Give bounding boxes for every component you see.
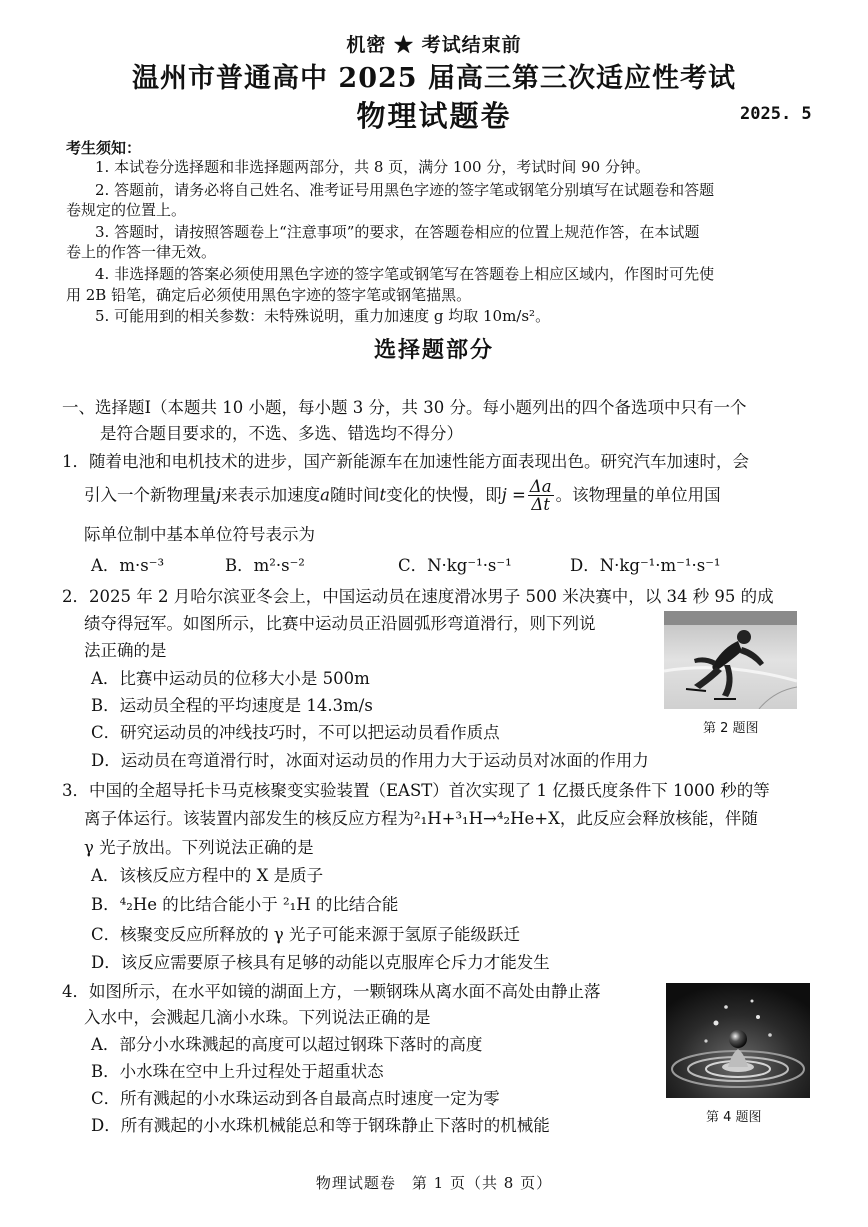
q1-line2	[84, 478, 721, 514]
q1-text-e: 随时间	[329, 485, 380, 505]
confidential-label: 机密 ★ 考试结束前	[346, 34, 522, 56]
q1-symbol-t: t	[379, 485, 387, 505]
notice-item-5: 5. 可能用到的相关参数：未特殊说明，重力加速度 g 均取 10m/s²。	[95, 307, 551, 325]
q2-option-c: C．研究运动员的冲线技巧时，不可以把运动员看作质点	[91, 723, 500, 742]
q4-option-a: A．部分小水珠溅起的高度可以超过钢珠下落时的高度	[91, 1035, 483, 1054]
q2-line2: 绩夺得冠军。如图所示，比赛中运动员正沿圆弧形弯道滑行，则下列说	[84, 614, 596, 633]
q1-fraction-numerator: Δa	[529, 477, 552, 496]
q4-option-c: C．所有溅起的小水珠运动到各自最高点时速度一定为零	[91, 1089, 500, 1108]
notice-heading: 考生须知：	[66, 139, 142, 157]
q1-line3: 际单位制中基本单位符号表示为	[84, 525, 315, 544]
q3-text-a: 离子体运行。该装置内部发生的核反应方程为	[84, 809, 414, 828]
q1-fraction-denominator: Δt	[531, 495, 550, 515]
exam-date: 2025. 5	[740, 104, 812, 124]
q1-text-c: 来表示加速度	[221, 485, 321, 505]
q4-figure-caption: 第 4 题图	[706, 1110, 762, 1125]
q1-symbol-a: a	[320, 485, 330, 505]
q3-option-d: D．该反应需要原子核具有足够的动能以克服库仑斥力才能发生	[91, 953, 550, 972]
q4-line2: 入水中，会溅起几滴小水珠。下列说法正确的是	[84, 1008, 431, 1027]
q1-option-a: A．m·s⁻³	[91, 556, 165, 575]
q2-line3: 法正确的是	[84, 641, 167, 660]
notice-item-3: 3. 答题时，请按照答题卷上“注意事项”的要求，在答题卷相应的位置上规范作答，在本试题	[95, 223, 700, 241]
notice-item-4: 4. 非选择题的答案必须使用黑色字迹的签字笔或钢笔写在答题卷上相应区域内，作图时可先使	[95, 265, 715, 283]
exam-title: 温州市普通高中 2025 届高三第三次适应性考试	[132, 63, 736, 94]
notice-item-2-cont: 卷规定的位置上。	[66, 201, 187, 219]
section-intro-line1: 一、选择题Ⅰ（本题共 10 小题，每小题 3 分，共 30 分。每小题列出的四个备选项中只有一个	[62, 398, 747, 417]
q3-line3: γ 光子放出。下列说法正确的是	[84, 838, 314, 857]
q3-option-c: C．核聚变反应所释放的 γ 光子可能来源于氢原子能级跃迁	[91, 925, 520, 944]
paper-title: 物理试题卷	[356, 99, 512, 133]
q2-skater-figure	[664, 611, 797, 709]
q1-fraction	[528, 478, 554, 514]
page-footer: 物理试题卷 第 1 页（共 8 页）	[315, 1174, 553, 1192]
q1-line1: 1．随着电池和电机技术的进步，国产新能源车在加速性能方面表现出色。研究汽车加速时，会	[62, 452, 749, 471]
q1-text-g: 变化的快慢，即	[386, 485, 502, 505]
q3-option-a: A．该核反应方程中的 X 是质子	[91, 866, 324, 885]
notice-item-1: 1. 本试卷分选择题和非选择题两部分，共 8 页，满分 100 分，考试时间 90 分钟。	[95, 158, 650, 176]
q4-option-d: D．所有溅起的小水珠机械能总和等于钢珠静止下落时的机械能	[91, 1116, 550, 1135]
q3-line2	[84, 805, 758, 829]
notice-item-4-cont: 用 2B 铅笔，确定后必须使用黑色字迹的签字笔或钢笔描黑。	[66, 286, 472, 304]
q1-text-a: 引入一个新物理量	[84, 485, 216, 505]
q3-text-b: ，此反应会释放核能，伴随	[559, 809, 758, 828]
q2-option-b: B．运动员全程的平均速度是 14.3m/s	[91, 696, 373, 715]
q2-figure-caption: 第 2 题图	[703, 721, 759, 736]
notice-item-2: 2. 答题前，请务必将自己姓名、准考证号用黑色字迹的签字笔或钢笔分别填写在试题卷和答题	[95, 181, 715, 199]
section-intro-line2: 是符合题目要求的，不选、多选、错选均不得分）	[100, 424, 463, 443]
section-title: 选择题部分	[373, 337, 494, 363]
q4-line1: 4．如图所示，在水平如镜的湖面上方，一颗钢珠从离水面不高处由静止落	[62, 982, 601, 1001]
q4-option-b: B．小水珠在空中上升过程处于超重状态	[91, 1062, 384, 1081]
q1-symbol-j: j	[216, 485, 222, 505]
q2-line1: 2．2025 年 2 月哈尔滨亚冬会上，中国运动员在速度滑冰男子 500 米决赛中，以 34 秒 95 的成	[62, 587, 774, 606]
q2-option-d: D．运动员在弯道滑行时，冰面对运动员的作用力大于运动员对冰面的作用力	[91, 751, 649, 770]
q1-option-b: B．m²·s⁻²	[225, 556, 305, 575]
q4-splash-figure	[666, 983, 810, 1098]
q3-nuclear-equation: ²₁H+³₁H→⁴₂He+X	[414, 809, 560, 828]
q3-line1: 3．中国的全超导托卡马克核聚变实验装置（EAST）首次实现了 1 亿摄氏度条件下 1000 秒的等	[62, 781, 770, 800]
notice-item-3-cont: 卷上的作答一律无效。	[66, 243, 217, 261]
q1-option-d: D．N·kg⁻¹·m⁻¹·s⁻¹	[570, 556, 721, 575]
q2-option-a: A．比赛中运动员的位移大小是 500m	[91, 669, 370, 688]
q3-option-b: B．⁴₂He 的比结合能小于 ²₁H 的比结合能	[91, 895, 399, 914]
q1-text-i: 。该物理量的单位用国	[555, 485, 721, 505]
q1-formula-lhs: j =	[501, 485, 526, 505]
q1-option-c: C．N·kg⁻¹·s⁻¹	[398, 556, 512, 575]
